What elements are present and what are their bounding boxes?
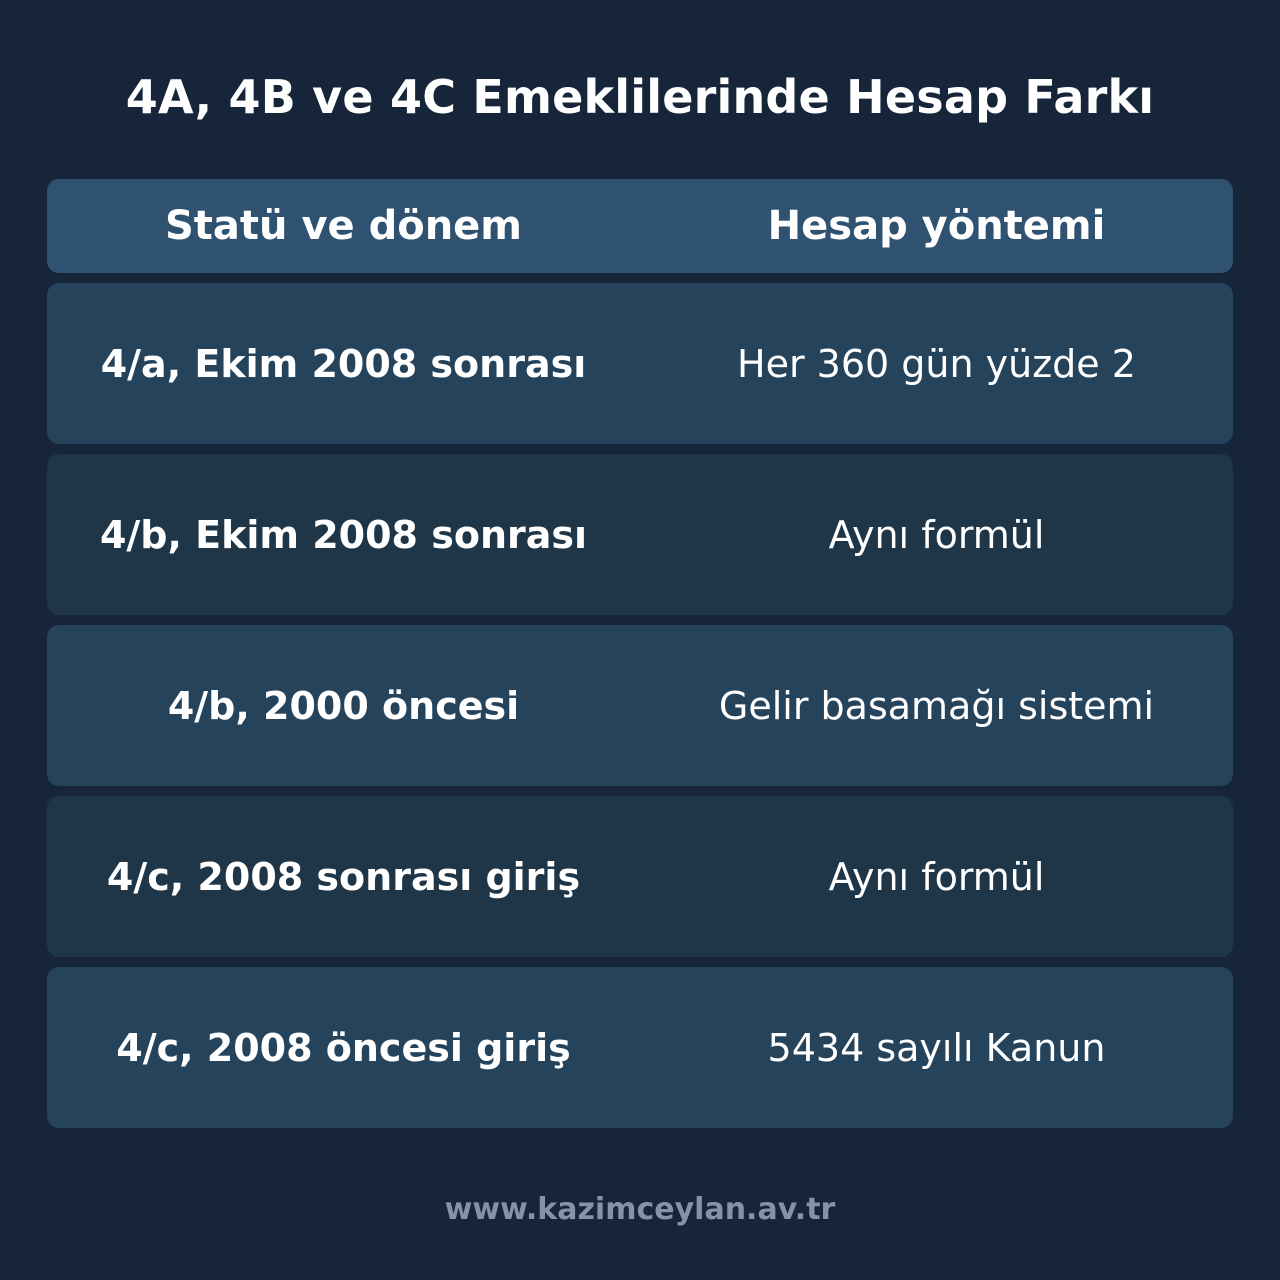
status-cell: 4/b, 2000 öncesi bbox=[167, 683, 520, 728]
table-row bbox=[47, 454, 1233, 615]
table-row bbox=[47, 796, 1233, 957]
method-cell: Her 360 gün yüzde 2 bbox=[737, 341, 1136, 386]
method-cell: Gelir basamağı sistemi bbox=[718, 683, 1155, 728]
table-header-row bbox=[47, 179, 1233, 273]
column-header-status: Statü ve dönem bbox=[165, 203, 522, 249]
method-cell: 5434 sayılı Kanun bbox=[767, 1025, 1106, 1070]
website-footer: www.kazimceylan.av.tr bbox=[444, 1192, 836, 1227]
status-cell: 4/b, Ekim 2008 sonrası bbox=[99, 512, 588, 557]
status-cell: 4/c, 2008 sonrası giriş bbox=[106, 854, 581, 899]
table-row bbox=[47, 625, 1233, 786]
status-cell: 4/a, Ekim 2008 sonrası bbox=[100, 341, 587, 386]
page-title: 4A, 4B ve 4C Emeklilerinde Hesap Farkı bbox=[125, 70, 1155, 124]
status-cell: 4/c, 2008 öncesi giriş bbox=[116, 1025, 571, 1070]
comparison-table bbox=[47, 179, 1233, 1128]
method-cell: Aynı formül bbox=[828, 854, 1045, 899]
column-header-method: Hesap yöntemi bbox=[767, 203, 1106, 249]
table-row bbox=[47, 967, 1233, 1128]
table-row bbox=[47, 283, 1233, 444]
method-cell: Aynı formül bbox=[828, 512, 1045, 557]
